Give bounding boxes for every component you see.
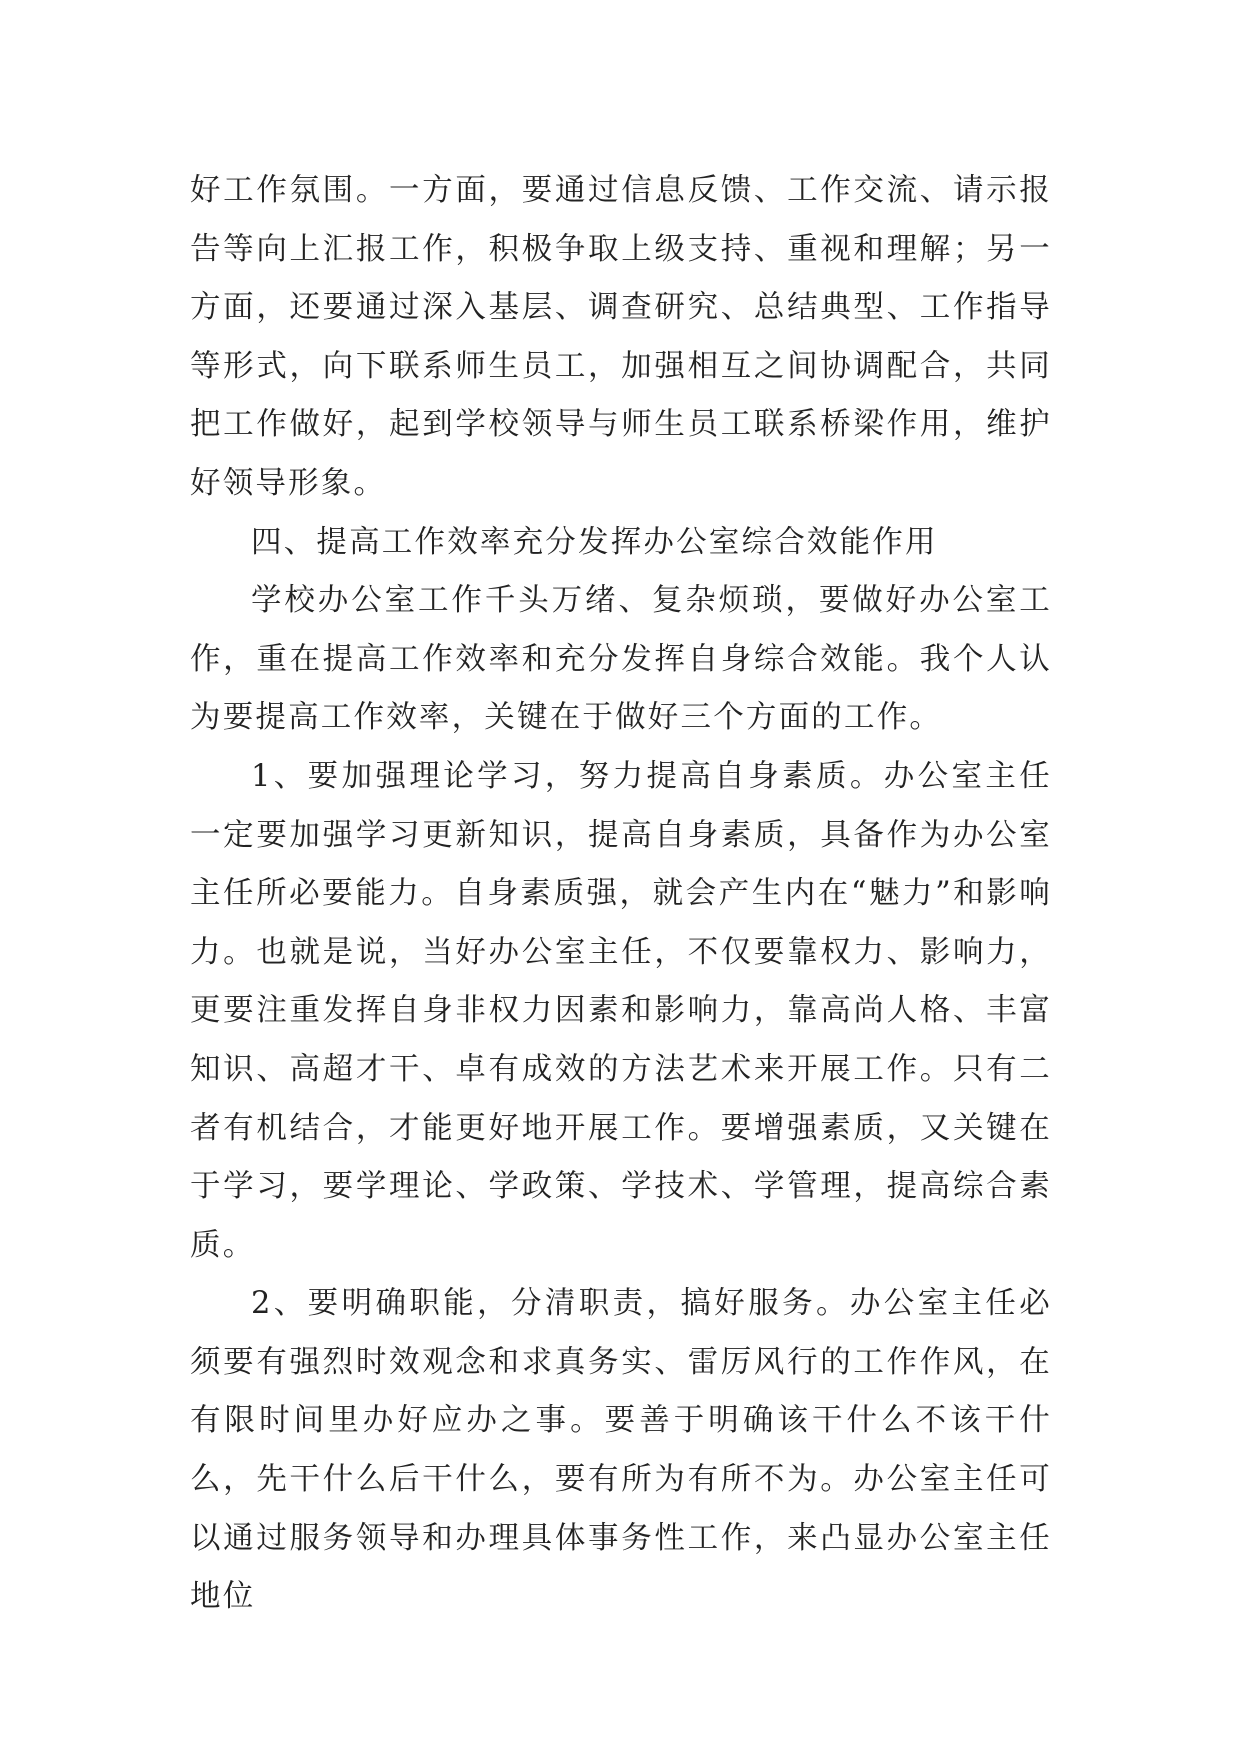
document-body (190, 162, 1052, 1627)
paragraph-point-two: 2、要明确职能，分清职责，搞好服务。办公室主任必须要有强烈时效观念和求真务实、雷厉风行的工作作风，在有限时间里办好应办之事。要善于明确该干什么不该干什么，先干什么后干什么，要有所为有所不为。办公室主任可以通过服务领导和办理具体事务性工作，来凸显办公室主任地位 (190, 1286, 1052, 1615)
section-heading-four: 四、提高工作效率充分发挥办公室综合效能作用 (251, 524, 938, 560)
paragraph-office-work: 学校办公室工作千头万绪、复杂烦琐，要做好办公室工作，重在提高工作效率和充分发挥自身综合效能。我个人认为要提高工作效率，关键在于做好三个方面的工作。 (190, 583, 1052, 736)
paragraph-point-one: 1、要加强理论学习，努力提高自身素质。办公室主任一定要加强学习更新知识，提高自身素质，具备作为办公室主任所必要能力。自身素质强，就会产生内在“魅力”和影响力。也就是说，当好办公室主任，不仅要靠权力、影响力，更要注重发挥自身非权力因素和影响力，靠高尚人格、丰富知识、高超才干、卓有成效的方法艺术来开展工作。只有二者有机结合，才能更好地开展工作。要增强素质，又关键在于学习，要学理论、学政策、学技术、学管理，提高综合素质。 (190, 758, 1052, 1263)
paragraph-intro-continued: 好工作氛围。一方面，要通过信息反馈、工作交流、请示报告等向上汇报工作，积极争取上级支持、重视和理解；另一方面，还要通过深入基层、调查研究、总结典型、工作指导等形式，向下联系师生员工，加强相互之间协调配合，共同把工作做好，起到学校领导与师生员工联系桥梁作用，维护好领导形象。 (190, 173, 1052, 501)
